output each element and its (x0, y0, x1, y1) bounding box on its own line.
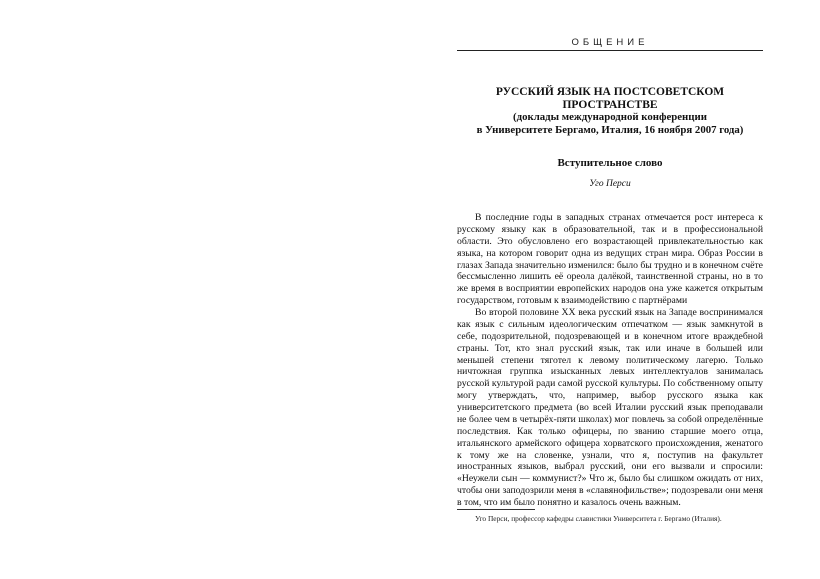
title-line-2: ПРОСТРАНСТВЕ (562, 98, 658, 111)
footnote: Уго Перси, профессор кафедры славистики Университета г. Бергамо (Италия). (475, 514, 722, 523)
paragraph-2: Во второй половине XX века русский язык на Западе воспринимался как язык с сильным идеологическим отпечатком — язык замкнутой в себе, подозрительной, подозревающей и в конечном итоге враждебной страны. Тот, кто знал русский язык, так или иначе в большей или меньшей степени тяготел к левому политическому лагерю. Только ничтожная группка изысканных левых интеллектуалов занималась русской культурой ради самой русской культуры. По собственному опыту могу утверждать, что, например, выбор русского языка как университетского предмета (во всей Италии русский язык преподавали не более чем в четырёх-пяти школах) мог повлечь за собой определённые последствия. Как только офицеры, по званию старшие моего отца, итальянского армейского офицера хорватского происхождения, женатого к тому же на словенке, узнали, что я, поступив на факультет иностранных языков, выбрал русский, они его вызвали и спросили: «Неужели сын — коммунист?» Что ж, было бы слишком ожидать от них, чтобы они заподозрили меня в «славянофильстве»; подозревали они меня в том, что им было понятно и казалось очень важным. (457, 307, 763, 508)
paragraph-1: В последние годы в западных странах отмечается рост интереса к русскому языку как в образовательной, так и в профессиональной области. Это обусловлено его возрастающей привлекательностью как языка, на котором говорит одна из ведущих стран мира. Образ России в глазах Запада значительно изменился: было бы трудно и в конечном счёте бессмысленно лишить её ореола далёкой, таинственной страны, но в то же время в восприятии европейских народов она уже кажется открытым государством, готовым к взаимодействию с партнёрами (457, 212, 763, 307)
author-name: Уго Перси (589, 179, 631, 189)
section-heading: Вступительное слово (557, 157, 663, 169)
document-page (457, 0, 763, 579)
article-title (457, 86, 763, 136)
header-rule (457, 50, 763, 51)
running-header-title: ОБЩЕНИЕ (571, 37, 649, 48)
body-text (457, 212, 763, 509)
footnote-rule (457, 509, 535, 510)
title-line-4: в Университете Бергамо, Италия, 16 ноября 2007 года) (476, 123, 744, 136)
title-line-1: РУССКИЙ ЯЗЫК НА ПОСТСОВЕТСКОМ (495, 86, 725, 98)
title-line-3: (доклады международной конференции (513, 111, 707, 123)
